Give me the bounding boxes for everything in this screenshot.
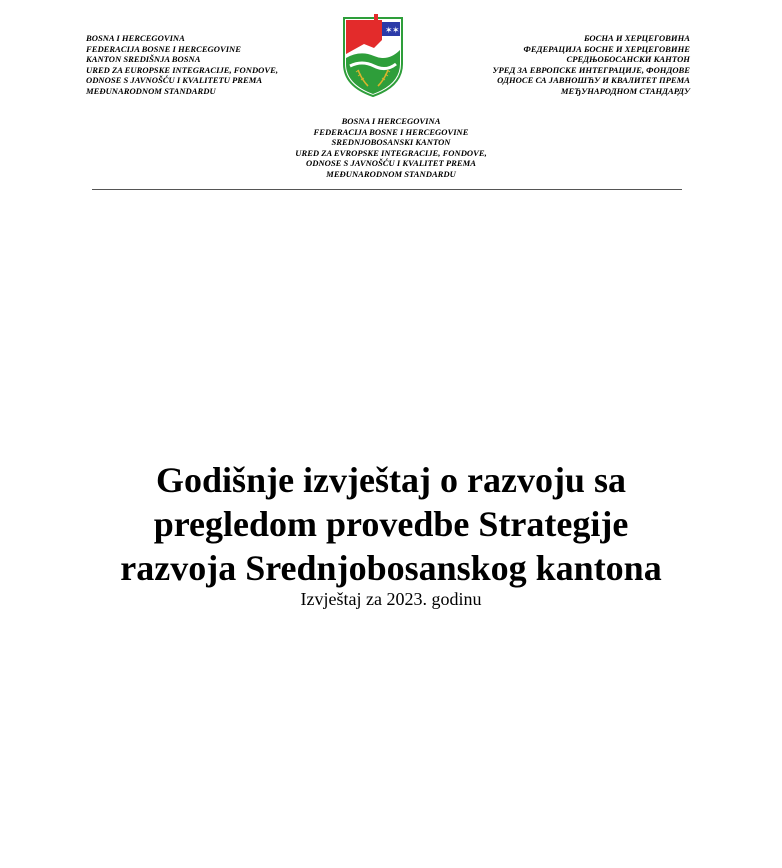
title-line: razvoja Srednjobosanskog kantona xyxy=(120,548,662,588)
header-line: ФЕДЕРАЦИЈА БОСНЕ И ХЕРЦЕГОВИНЕ xyxy=(523,43,690,54)
header-line: URED ZA EUROPSKE INTEGRACIJE, FONDOVE, xyxy=(86,64,278,75)
header-line: ОДНОСЕ СА ЈАВНОШЋУ И КВАЛИТЕТ ПРЕМА xyxy=(497,75,690,86)
header-line: FEDERACIJA BOSNE I HERCEGOVINE xyxy=(86,43,241,54)
coat-of-arms-icon xyxy=(338,10,408,98)
header-line: MEĐUNARODNOM STANDARDU xyxy=(326,168,456,179)
header-line: FEDERACIJA BOSNE I HERCEGOVINE xyxy=(313,126,469,137)
header-line: URED ZA EVROPSKE INTEGRACIJE, FONDOVE, xyxy=(295,147,487,158)
header-line: SREDNJOBOSANSKI KANTON xyxy=(331,137,451,148)
document-title xyxy=(0,458,782,590)
header-line: BOSNA I HERCEGOVINA xyxy=(341,116,441,126)
header-line: ODNOSE S JAVNOŠĆU I KVALITETU PREMA xyxy=(86,75,263,86)
header-divider xyxy=(92,189,682,190)
header-line: MEĐUNARODNOM STANDARDU xyxy=(86,85,216,96)
header-line: УРЕД ЗА ЕВРОПСКЕ ИНТЕГРАЦИЈЕ, ФОНДОВЕ xyxy=(492,64,690,75)
title-line: Godišnje izvještaj o razvoju sa xyxy=(156,460,626,500)
header-line: МЕЂУНАРОДНОМ СТАНДАРДУ xyxy=(560,85,690,96)
header-left-latin xyxy=(86,33,278,97)
header-line: ODNOSE S JAVNOŠĆU I KVALITET PREMA xyxy=(306,158,476,169)
header-line: БОСНА И ХЕРЦЕГОВИНА xyxy=(583,33,690,43)
svg-text:✶: ✶ xyxy=(385,26,393,36)
header-line: KANTON SREDIŠNJA BOSNA xyxy=(86,54,201,65)
svg-text:✶: ✶ xyxy=(392,26,400,36)
header-line: BOSNA I HERCEGOVINA xyxy=(86,33,185,43)
header-line: СРЕДЊОБОСАНСКИ КАНТОН xyxy=(566,54,690,65)
document-subtitle: Izvještaj za 2023. godinu xyxy=(300,589,482,609)
title-line: pregledom provedbe Strategije xyxy=(153,504,629,544)
header-center xyxy=(0,116,782,180)
header-right-cyrillic xyxy=(493,33,690,97)
